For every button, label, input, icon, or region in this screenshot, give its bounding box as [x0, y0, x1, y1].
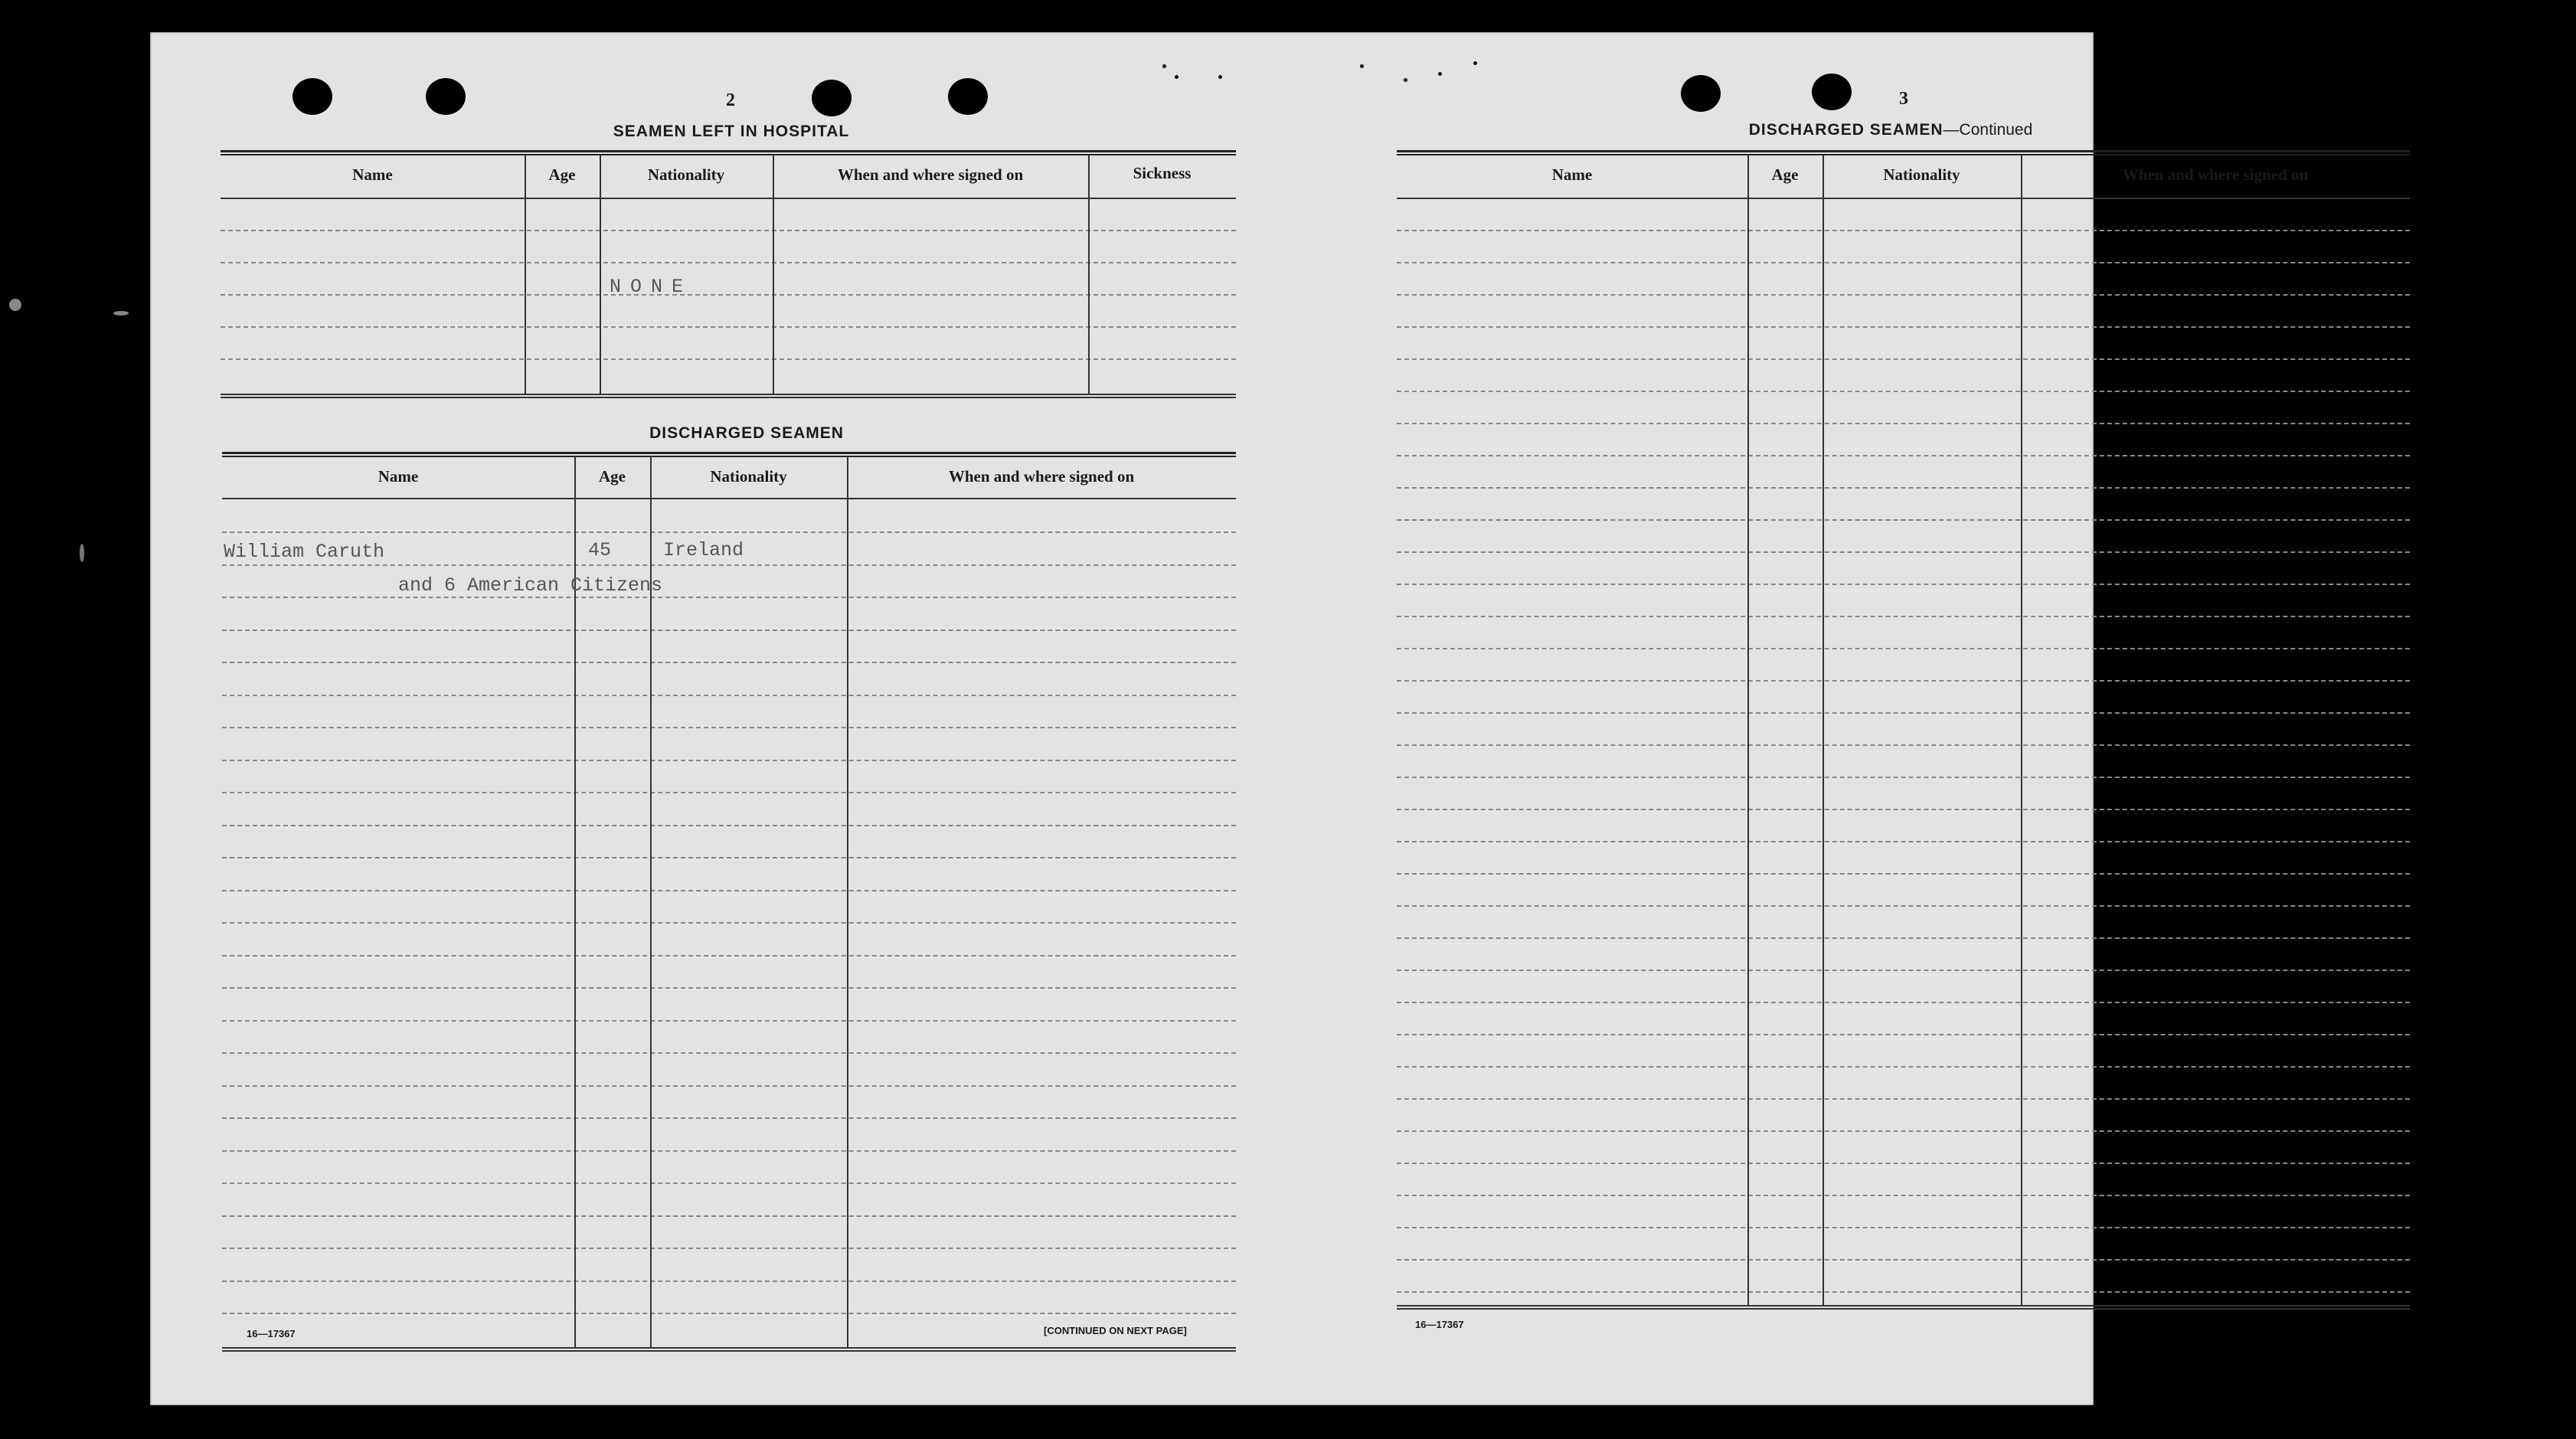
ruled-line [1397, 455, 2410, 456]
ruled-line [222, 564, 1236, 566]
ruled-line [1397, 551, 2410, 553]
ruled-line [222, 531, 1236, 533]
speck [1175, 75, 1178, 79]
ruled-line [222, 1020, 1236, 1022]
discharged-row-name: and 6 American Citizens [398, 574, 663, 597]
speck [1438, 72, 1442, 76]
ruled-line [222, 662, 1236, 663]
right-col-name: Name [1551, 165, 1593, 184]
right-title [1749, 121, 2033, 139]
ruled-line [222, 1182, 1236, 1184]
ruled-line [222, 955, 1236, 957]
ruled-line [1397, 1259, 2410, 1261]
ruled-line [222, 1280, 1236, 1282]
punch-hole [948, 78, 988, 115]
ruled-line [1397, 487, 2410, 489]
ruled-line [222, 630, 1236, 631]
hospital-col-sickness: Sickness [1133, 164, 1192, 182]
ruled-line [222, 792, 1236, 793]
page-number-right: 3 [1899, 89, 1908, 109]
ruled-line [1397, 809, 2410, 810]
punch-hole [1812, 74, 1852, 110]
ruled-line [1397, 680, 2410, 682]
discharged-row-name: William Caruth [224, 541, 385, 563]
right-col-signed-on: When and where signed on [2122, 165, 2309, 184]
discharged-title: DISCHARGED SEAMEN [649, 424, 844, 442]
ruled-line [222, 695, 1236, 696]
ruled-line [222, 1117, 1236, 1119]
ruled-line [1397, 584, 2410, 585]
ruled-line [222, 1052, 1236, 1054]
punch-hole [2323, 72, 2363, 109]
speck [1360, 64, 1364, 68]
ruled-line [1397, 1034, 2410, 1035]
ruled-line [222, 922, 1236, 924]
continued-note: [CONTINUED ON NEXT PAGE] [1044, 1325, 1187, 1336]
ruled-line [1397, 1163, 2410, 1164]
ruled-line [1397, 744, 2410, 746]
ruled-line [1397, 519, 2410, 521]
ruled-line [222, 987, 1236, 989]
right-col-nationality: Nationality [1883, 165, 1960, 184]
discharged-col-name: Name [378, 467, 419, 486]
punch-hole [293, 78, 332, 115]
discharged-table [222, 452, 1236, 1360]
ruled-line [1397, 391, 2410, 392]
hospital-title: SEAMEN LEFT IN HOSPITAL [613, 123, 850, 140]
ruled-line [222, 1085, 1236, 1087]
ruled-line [1397, 326, 2410, 328]
ruled-line [1397, 970, 2410, 971]
right-title-suffix: —Continued [1943, 121, 2033, 139]
ruled-line [222, 1248, 1236, 1249]
page-number-left: 2 [726, 90, 735, 110]
ruled-line [222, 597, 1236, 598]
hospital-entry-none: NONE [610, 276, 693, 298]
ruled-line [1397, 712, 2410, 714]
speck [1218, 75, 1222, 79]
speck [113, 311, 129, 316]
speck [9, 299, 21, 311]
right-title-main: DISCHARGED SEAMEN [1748, 121, 1943, 139]
ruled-line [222, 890, 1236, 891]
ruled-line [1397, 1195, 2410, 1196]
right-col-age: Age [1771, 165, 1799, 184]
hospital-col-name: Name [352, 165, 393, 184]
punch-hole [426, 78, 466, 115]
hospital-col-age: Age [548, 165, 576, 184]
speck [80, 544, 84, 562]
ruled-line [1397, 777, 2410, 778]
ruled-line [1397, 423, 2410, 424]
ruled-line [222, 1313, 1236, 1314]
discharged-continued-table [1397, 150, 2410, 1316]
hospital-col-signed-on: When and where signed on [837, 165, 1024, 184]
form-number-left: 16—17367 [247, 1328, 296, 1339]
ruled-line [1397, 230, 2410, 231]
discharged-col-nationality: Nationality [710, 467, 787, 486]
ruled-line [1397, 1291, 2410, 1293]
form-number-right: 16—17367 [1415, 1319, 1464, 1330]
ruled-line [1397, 1130, 2410, 1132]
hospital-table [221, 150, 1236, 404]
discharged-row-nationality: Ireland [663, 539, 744, 561]
discharged-row-age: 45 [588, 539, 612, 561]
hospital-col-nationality: Nationality [647, 165, 725, 184]
ruled-line [1397, 1227, 2410, 1228]
ruled-line [1397, 1066, 2410, 1068]
speck [1404, 78, 1407, 82]
speck [1162, 64, 1166, 68]
ruled-line [1397, 648, 2410, 649]
punch-hole [2195, 75, 2234, 112]
ruled-line [1397, 262, 2410, 263]
ruled-line [1397, 905, 2410, 907]
discharged-col-signed-on: When and where signed on [948, 467, 1135, 486]
ruled-line [1397, 1098, 2410, 1100]
discharged-col-age: Age [599, 467, 626, 486]
ruled-line [222, 1215, 1236, 1217]
ruled-line [222, 727, 1236, 728]
ruled-line [1397, 294, 2410, 296]
punch-hole [812, 80, 852, 116]
ruled-line [1397, 1002, 2410, 1003]
ruled-line [1397, 616, 2410, 617]
speck [1473, 61, 1477, 65]
ruled-line [222, 1150, 1236, 1152]
punch-hole [1681, 75, 1721, 112]
ruled-line [1397, 841, 2410, 842]
ruled-line [1397, 358, 2410, 360]
ruled-line [222, 857, 1236, 858]
ruled-line [1397, 937, 2410, 939]
ruled-line [222, 760, 1236, 761]
ruled-line [1397, 873, 2410, 875]
document-sheet [150, 32, 2309, 1405]
ruled-line [222, 825, 1236, 826]
